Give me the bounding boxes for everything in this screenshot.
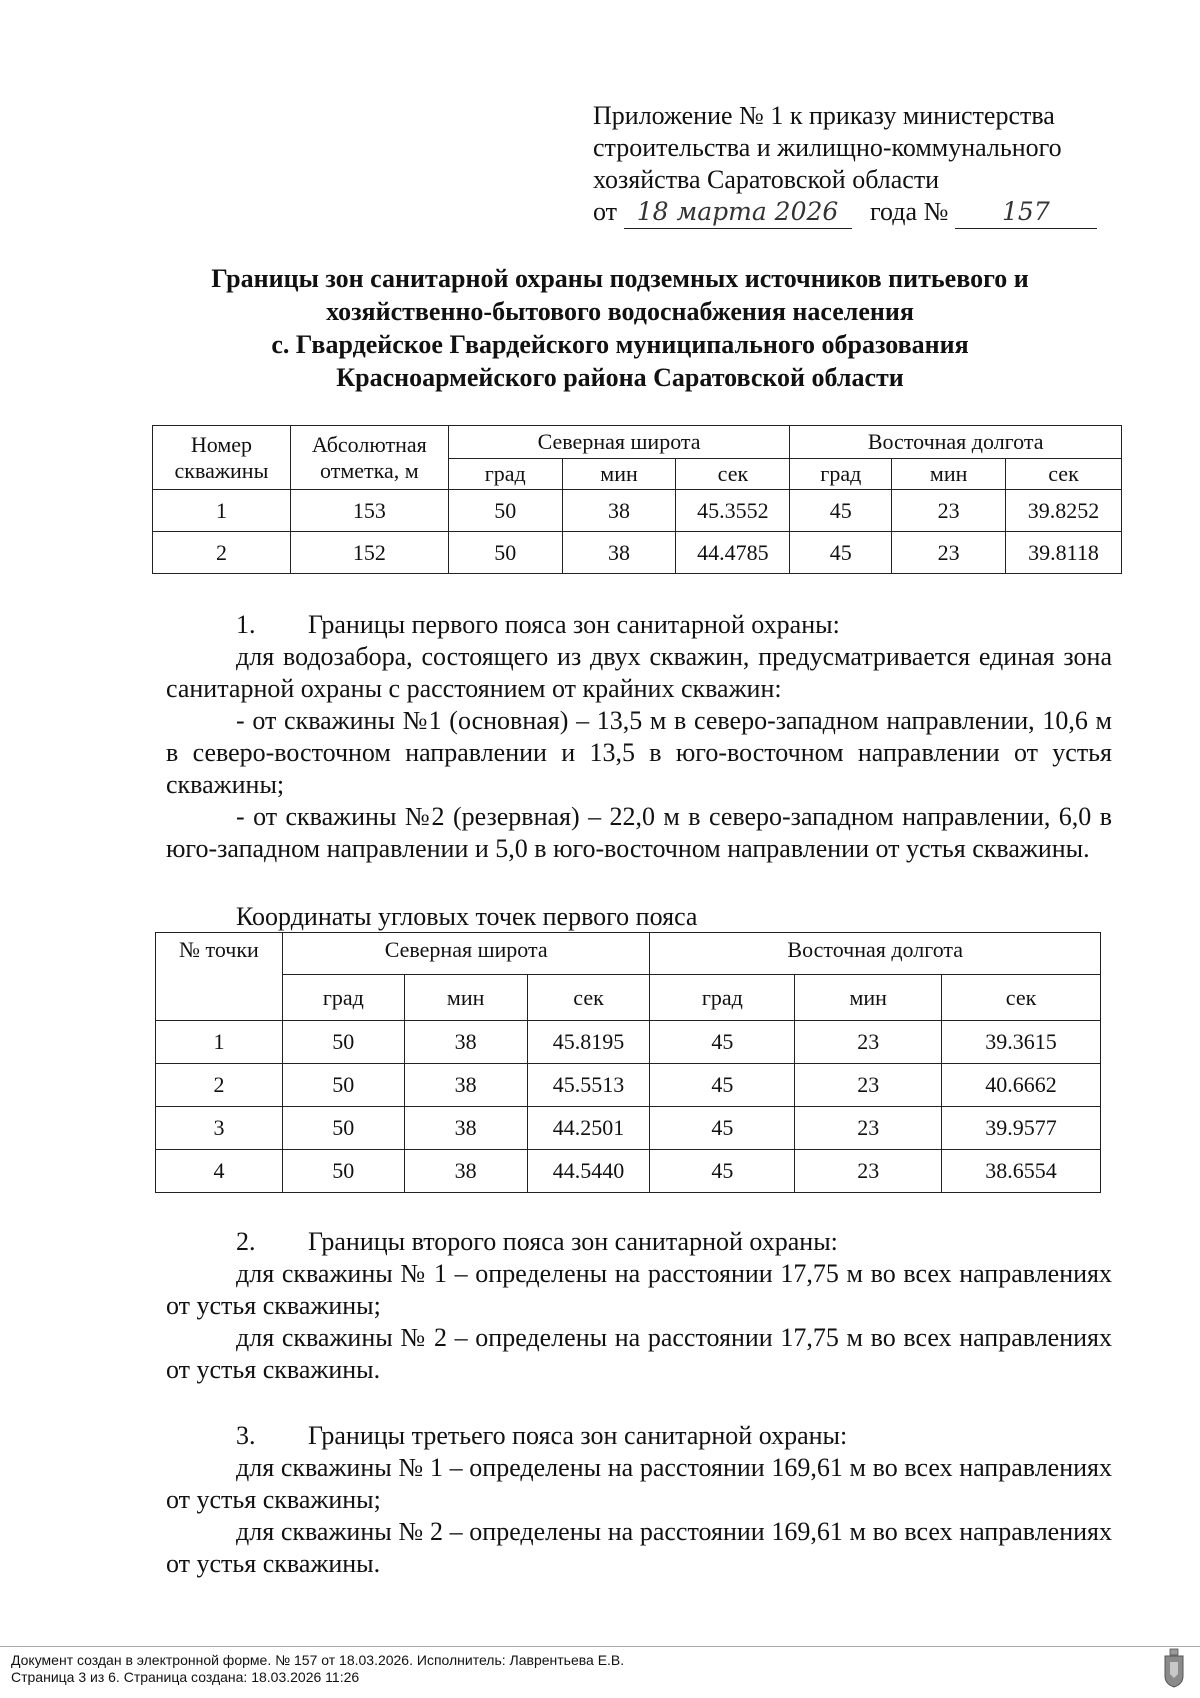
handwritten-date: 18 марта 2026 <box>624 196 852 229</box>
table-cell: 44.2501 <box>527 1107 650 1150</box>
header-sub: мин <box>404 975 527 1021</box>
wells-table <box>152 425 1122 574</box>
table-cell: 39.9577 <box>942 1107 1101 1150</box>
table-cell: 45 <box>790 490 892 532</box>
header-sub: мин <box>795 975 942 1021</box>
header-sub: сек <box>942 975 1101 1021</box>
table-cell: 38 <box>404 1064 527 1107</box>
table-cell: 45 <box>650 1064 795 1107</box>
table-cell: 45.8195 <box>527 1021 650 1064</box>
section-3-paragraph-1: для скважины № 1 – определены на расстоянии 169,61 м во всех направлениях от устья скважины; <box>166 1453 1112 1514</box>
header-sub: град <box>282 975 404 1021</box>
points-table <box>155 932 1101 1193</box>
table-row <box>156 1150 1101 1193</box>
section-1-heading-line <box>166 609 1112 641</box>
header-well-number: Номер скважины <box>153 426 291 490</box>
header-sub: град <box>650 975 795 1021</box>
section-1-number: 1. <box>236 610 256 639</box>
coords-caption: Координаты угловых точек первого пояса <box>236 902 698 931</box>
section-1 <box>166 609 1112 865</box>
table-cell: 38 <box>404 1107 527 1150</box>
table-cell: 45 <box>650 1107 795 1150</box>
section-3-number: 3. <box>236 1421 256 1450</box>
table-cell: 50 <box>282 1064 404 1107</box>
header-east-longitude: Восточная долгота <box>790 426 1122 459</box>
section-1-paragraph-1: для водозабора, состоящего из двух скважин, предусматривается единая зона санитарной охраны с расстоянием от крайних скважин: <box>166 642 1112 703</box>
appendix-header <box>593 100 1153 229</box>
section-2-heading: Границы второго пояса зон санитарной охраны: <box>308 1227 838 1256</box>
table-cell: 50 <box>448 490 562 532</box>
table-cell: 39.3615 <box>942 1021 1101 1064</box>
table-cell: 45 <box>650 1150 795 1193</box>
title-line-4: Красноармейского района Саратовской области <box>336 363 904 392</box>
table-cell: 38 <box>562 532 676 574</box>
table-cell: 23 <box>892 532 1006 574</box>
appendix-line-2: строительства и жилищно-коммунального <box>593 133 1062 162</box>
title-line-3: с. Гвардейское Гвардейского муниципального образования <box>271 330 969 359</box>
table-row <box>156 1064 1101 1107</box>
header-sub: сек <box>676 459 790 490</box>
table-cell: 38 <box>404 1150 527 1193</box>
section-1-paragraph-3: - от скважины №2 (резервная) – 22,0 м в северо-западном направлении, 6,0 в юго-западном направлении и 5,0 в юго-восточном направлении от устья скважины. <box>166 802 1112 863</box>
table-cell: 23 <box>892 490 1006 532</box>
header-north-latitude: Северная широта <box>282 933 650 975</box>
header-sub: мин <box>562 459 676 490</box>
table-cell: 152 <box>290 532 448 574</box>
table-cell: 39.8118 <box>1006 532 1122 574</box>
header-north-latitude: Северная широта <box>448 426 790 459</box>
table-cell: 45 <box>790 532 892 574</box>
table-cell: 23 <box>795 1107 942 1150</box>
header-sub: сек <box>1006 459 1122 490</box>
table-row <box>156 1021 1101 1064</box>
table-cell: 38.6554 <box>942 1150 1101 1193</box>
table-cell: 23 <box>795 1064 942 1107</box>
document-title <box>120 262 1120 394</box>
section-3-heading: Границы третьего пояса зон санитарной охраны: <box>308 1421 848 1450</box>
table-cell: 3 <box>156 1107 283 1150</box>
header-elevation: Абсолютная отметка, м <box>290 426 448 490</box>
section-1-paragraph-2: - от скважины №1 (основная) – 13,5 м в северо-западном направлении, 10,6 м в северо-восточном направлении и 13,5 в юго-восточном направлении от устья скважины; <box>166 706 1112 799</box>
table-cell: 50 <box>282 1021 404 1064</box>
table-cell: 45 <box>650 1021 795 1064</box>
handwritten-number: 157 <box>955 196 1097 229</box>
section-1-heading: Границы первого пояса зон санитарной охраны: <box>308 610 840 639</box>
table-cell: 50 <box>282 1150 404 1193</box>
table-cell: 44.4785 <box>676 532 790 574</box>
table-cell: 1 <box>156 1021 283 1064</box>
header-sub: мин <box>892 459 1006 490</box>
section-2-paragraph-1: для скважины № 1 – определены на расстоянии 17,75 м во всех направлениях от устья скважины; <box>166 1259 1112 1320</box>
header-sub: сек <box>527 975 650 1021</box>
table-cell: 4 <box>156 1150 283 1193</box>
table-row <box>153 490 1122 532</box>
table-cell: 23 <box>795 1021 942 1064</box>
table-cell: 23 <box>795 1150 942 1193</box>
footer-line-2: Страница 3 из 6. Страница создана: 18.03.2026 11:26 <box>11 1669 360 1685</box>
table-cell: 44.5440 <box>527 1150 650 1193</box>
table-row <box>153 532 1122 574</box>
header-east-longitude: Восточная долгота <box>650 933 1101 975</box>
section-2-paragraph-2: для скважины № 2 – определены на расстоянии 17,75 м во всех направлениях от устья скважины. <box>166 1323 1112 1384</box>
table-cell: 153 <box>290 490 448 532</box>
table-cell: 40.6662 <box>942 1064 1101 1107</box>
title-line-2: хозяйственно-бытового водоснабжения населения <box>326 297 914 326</box>
table-cell: 45.3552 <box>676 490 790 532</box>
table-cell: 50 <box>448 532 562 574</box>
table-cell: 38 <box>562 490 676 532</box>
year-label: года № <box>870 197 949 226</box>
table-cell: 39.8252 <box>1006 490 1122 532</box>
footer-line-1: Документ создан в электронной форме. № 157 от 18.03.2026. Исполнитель: Лаврентьева Е.В. <box>11 1652 625 1668</box>
table-cell: 2 <box>156 1064 283 1107</box>
title-line-1: Границы зон санитарной охраны подземных источников питьевого и <box>211 264 1029 293</box>
header-sub: град <box>790 459 892 490</box>
section-2-number: 2. <box>236 1227 256 1256</box>
section-3 <box>166 1420 1112 1580</box>
from-label: от <box>593 197 618 226</box>
coat-of-arms-icon <box>1162 1648 1186 1688</box>
appendix-line-1: Приложение № 1 к приказу министерства <box>593 101 1055 130</box>
table-row <box>156 1107 1101 1150</box>
appendix-line-3: хозяйства Саратовской области <box>593 165 940 194</box>
header-sub: град <box>448 459 562 490</box>
table-cell: 2 <box>153 532 291 574</box>
section-2-heading-line <box>166 1226 1112 1258</box>
section-3-heading-line <box>166 1420 1112 1452</box>
table-cell: 50 <box>282 1107 404 1150</box>
table-cell: 45.5513 <box>527 1064 650 1107</box>
header-point-number: № точки <box>156 933 283 1021</box>
section-2 <box>166 1226 1112 1386</box>
electronic-document-footer <box>0 1646 1200 1698</box>
appendix-date-line <box>593 196 1153 229</box>
table-cell: 1 <box>153 490 291 532</box>
table-cell: 38 <box>404 1021 527 1064</box>
section-3-paragraph-2: для скважины № 2 – определены на расстоянии 169,61 м во всех направлениях от устья скважины. <box>166 1517 1112 1578</box>
